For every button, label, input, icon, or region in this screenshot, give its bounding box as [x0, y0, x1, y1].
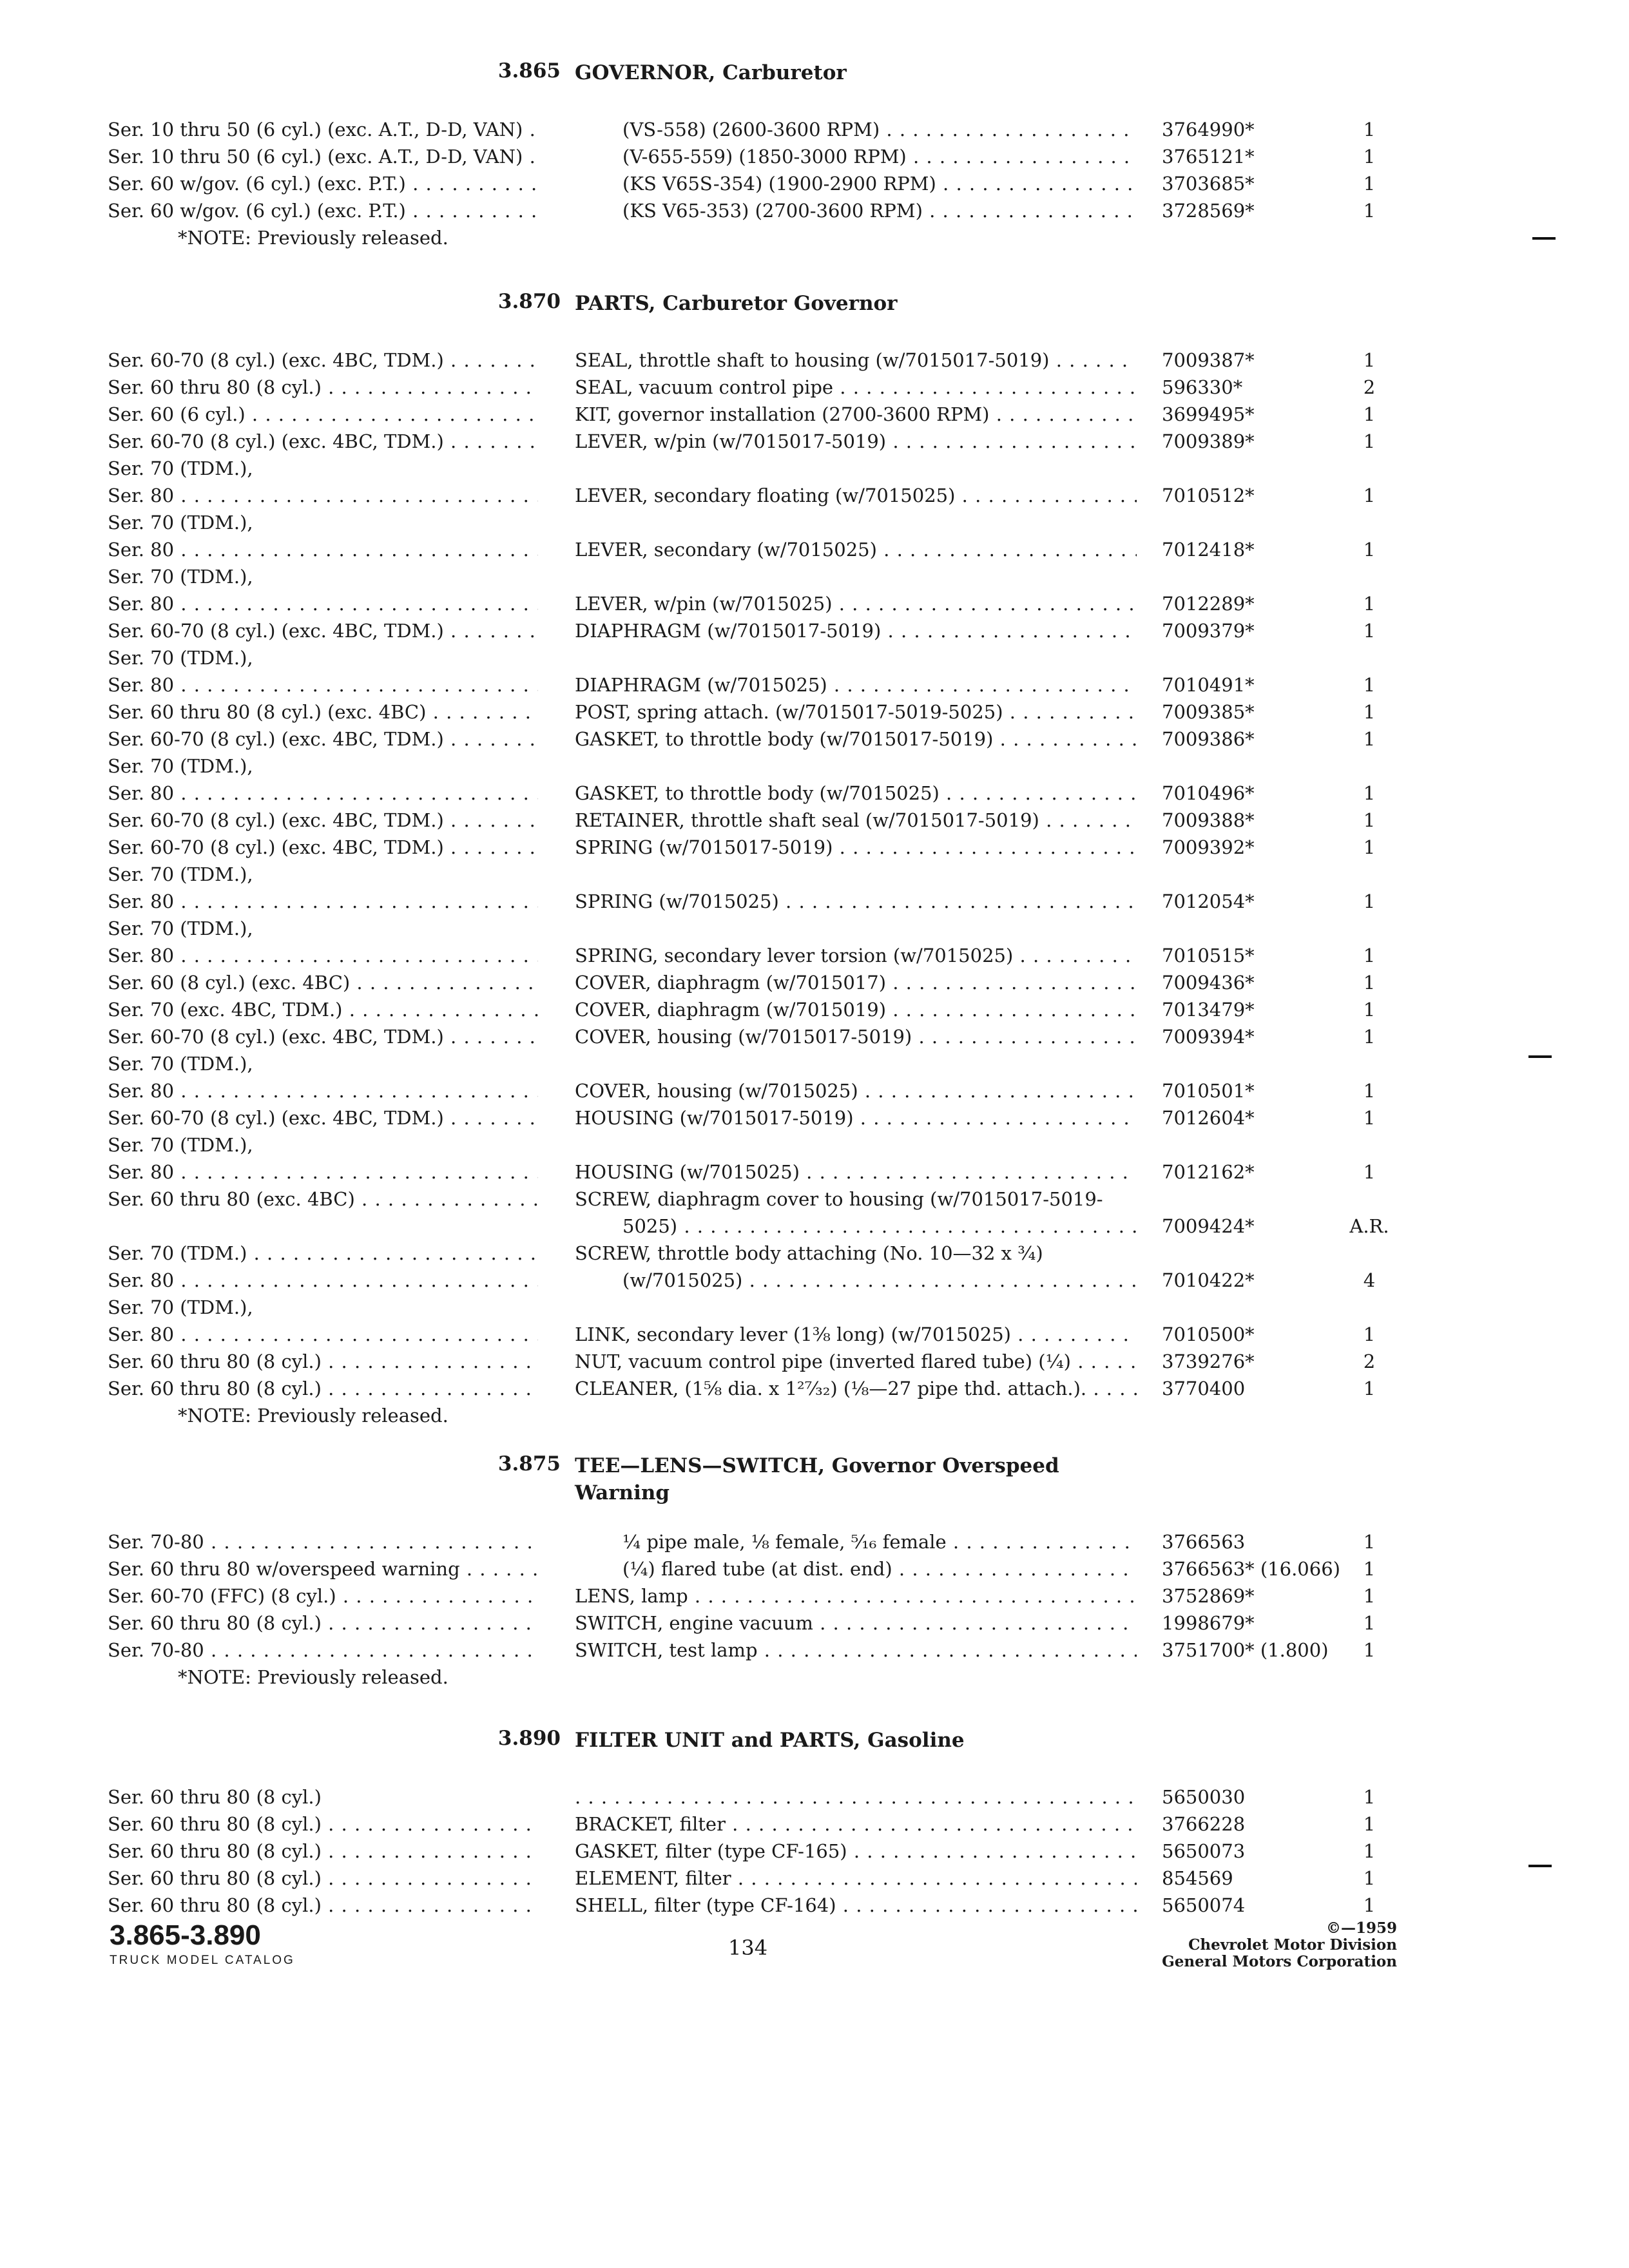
page-range: 3.865-3.890: [110, 1919, 261, 1951]
table-row: [0, 1321, 1629, 1348]
description-cell: POST, spring attach. (w/7015017-5019-5025) . . .: [575, 698, 1137, 726]
quantity-cell: 1: [1363, 146, 1376, 168]
table-row: [0, 780, 1629, 807]
description-cell: [575, 1783, 1137, 1811]
application-cell: Ser. 60 thru 80 (8 cyl.) . . .: [108, 1348, 538, 1375]
table-row: [0, 1865, 1629, 1892]
table-row: [0, 1267, 1629, 1294]
footer-right: [1063, 1920, 1397, 1970]
part-number-cell: 7009386*: [1162, 728, 1255, 750]
description-cell: LINK, secondary lever (1⅜ long) (w/7015025) . . .: [575, 1321, 1137, 1348]
application-cell: Ser. 70 (TDM.),: [108, 1053, 253, 1075]
description-cell: SCREW, throttle body attaching (No. 10—32 x ¾): [575, 1242, 1043, 1264]
quantity-cell: 1: [1363, 1612, 1376, 1634]
description-cell: COVER, diaphragm (w/7015017) . . .: [575, 969, 1137, 996]
section-governor-carburetor: [0, 59, 1629, 251]
application-cell: Ser. 70 (TDM.) . . .: [108, 1240, 538, 1267]
table-row: [0, 1838, 1629, 1865]
application-cell: Ser. 10 thru 50 (6 cyl.) (exc. A.T., D-D, VAN) . . .: [108, 143, 538, 170]
application-cell: Ser. 60-70 (8 cyl.) (exc. 4BC, TDM.) . . .: [108, 428, 538, 455]
quantity-cell: 1: [1363, 972, 1376, 994]
description-cell: SPRING (w/7015025) . . .: [575, 888, 1137, 915]
application-cell: Ser. 60 thru 80 w/overspeed warning . . .: [108, 1555, 538, 1582]
description-cell: DIAPHRAGM (w/7015025) . . .: [575, 671, 1137, 698]
table-row: [0, 1375, 1629, 1402]
application-cell: Ser. 70 (TDM.),: [108, 647, 253, 669]
table-row: [0, 1240, 1629, 1267]
part-number-cell: 7009392*: [1162, 836, 1255, 858]
description-cell: LENS, lamp . . .: [575, 1582, 1137, 1610]
description-cell: SHELL, filter (type CF-164) . . .: [575, 1892, 1137, 1919]
section-gasoline-filter: [0, 1727, 1629, 1919]
application-cell: Ser. 70 (TDM.),: [108, 1134, 253, 1156]
quantity-cell: 1: [1363, 1378, 1376, 1399]
parts-list: [0, 1528, 1629, 1664]
table-row: [0, 197, 1629, 224]
quantity-cell: 1: [1363, 200, 1376, 222]
table-row: [0, 1637, 1629, 1664]
application-cell: Ser. 80 . . .: [108, 1321, 538, 1348]
table-row: [0, 671, 1629, 698]
table-row: [0, 536, 1629, 563]
part-number-cell: 854569: [1162, 1867, 1233, 1889]
part-number-cell: 3728569*: [1162, 200, 1255, 222]
description-cell: HOUSING (w/7015025) . . .: [575, 1158, 1137, 1186]
description-cell: BRACKET, filter . . .: [575, 1811, 1137, 1838]
quantity-cell: 1: [1363, 1840, 1376, 1862]
application-cell: Ser. 60 thru 80 (8 cyl.) . . .: [108, 1610, 538, 1637]
quantity-cell: 1: [1363, 999, 1376, 1021]
section-title: GOVERNOR, Carburetor: [575, 61, 847, 84]
part-number-cell: 7009394*: [1162, 1026, 1255, 1048]
quantity-cell: 1: [1363, 945, 1376, 966]
quantity-cell: 1: [1363, 1080, 1376, 1102]
quantity-cell: 1: [1363, 1161, 1376, 1183]
application-cell: Ser. 80 . . .: [108, 780, 538, 807]
description-cell: SCREW, diaphragm cover to housing (w/7015017-5019-: [575, 1188, 1103, 1210]
description-cell: (KS V65-353) (2700-3600 RPM) . . .: [575, 197, 1137, 224]
quantity-cell: 1: [1363, 1558, 1376, 1580]
table-row: [0, 1783, 1629, 1811]
description-cell: SPRING, secondary lever torsion (w/7015025) . . .: [575, 942, 1137, 969]
table-row: [0, 1610, 1629, 1637]
part-number-cell: 7009387*: [1162, 349, 1255, 371]
description-cell: HOUSING (w/7015017-5019) . . .: [575, 1104, 1137, 1131]
application-cell: Ser. 70 (TDM.),: [108, 512, 253, 533]
part-number-cell: 7013479*: [1162, 999, 1255, 1021]
part-number-cell: 7009424*: [1162, 1215, 1255, 1237]
section-title: PARTS, Carburetor Governor: [575, 292, 898, 315]
part-number-cell: 3703685*: [1162, 173, 1255, 195]
part-number-cell: 7012162*: [1162, 1161, 1255, 1183]
quantity-cell: 1: [1363, 1894, 1376, 1916]
application-cell: Ser. 60 w/gov. (6 cyl.) (exc. P.T.) . . .: [108, 170, 538, 197]
table-row: [0, 1892, 1629, 1919]
page-number: 134: [728, 1936, 768, 1960]
description-cell: COVER, diaphragm (w/7015019) . . .: [575, 996, 1137, 1023]
section-overspeed-warning: [0, 1452, 1629, 1691]
table-row: [0, 1348, 1629, 1375]
note-text: *NOTE: Previously released.: [178, 1666, 448, 1688]
quantity-cell: 1: [1363, 485, 1376, 506]
application-cell: Ser. 60-70 (8 cyl.) (exc. 4BC, TDM.) . . .: [108, 347, 538, 374]
application-cell: Ser. 70 (TDM.),: [108, 918, 253, 939]
description-cell: (w/7015025) . . .: [575, 1267, 1137, 1294]
description-cell: DIAPHRAGM (w/7015017-5019) . . .: [575, 617, 1137, 644]
note-text: *NOTE: Previously released.: [178, 1405, 448, 1427]
part-number-cell: 3752869*: [1162, 1585, 1255, 1607]
table-row: [0, 888, 1629, 915]
section-heading: [0, 1727, 1629, 1783]
table-row: [0, 1131, 1629, 1158]
application-cell: Ser. 70 (TDM.),: [108, 755, 253, 777]
application-cell: Ser. 60 thru 80 (8 cyl.) (exc. 4BC) . . .: [108, 698, 538, 726]
part-number-cell: 7012054*: [1162, 890, 1255, 912]
section-carburetor-governor-parts: [0, 290, 1629, 1429]
part-number-cell: 5650073: [1162, 1840, 1246, 1862]
part-number-cell: 7009388*: [1162, 809, 1255, 831]
table-row: [0, 617, 1629, 644]
part-number-cell: 3751700* (1.800): [1162, 1639, 1329, 1661]
application-cell: Ser. 60 w/gov. (6 cyl.) (exc. P.T.) . . .: [108, 197, 538, 224]
description-cell: SWITCH, engine vacuum . . .: [575, 1610, 1137, 1637]
section-number: 3.875: [497, 1452, 561, 1475]
part-number-cell: 7012418*: [1162, 539, 1255, 561]
application-cell: Ser. 60 thru 80 (8 cyl.) . . .: [108, 374, 538, 401]
quantity-cell: 1: [1363, 1531, 1376, 1553]
margin-mark: [1528, 1865, 1552, 1867]
application-cell: Ser. 60-70 (8 cyl.) (exc. 4BC, TDM.) . . .: [108, 1104, 538, 1131]
part-number-cell: 3766563* (16.066): [1162, 1558, 1340, 1580]
application-cell: Ser. 80 . . .: [108, 590, 538, 617]
description-cell: (KS V65S-354) (1900-2900 RPM) . . .: [575, 170, 1137, 197]
copyright: ©—1959: [1325, 1919, 1397, 1937]
description-cell: SEAL, throttle shaft to housing (w/7015017-5019) . . .: [575, 347, 1137, 374]
application-cell: Ser. 60-70 (8 cyl.) (exc. 4BC, TDM.) . . .: [108, 807, 538, 834]
part-number-cell: 7010501*: [1162, 1080, 1255, 1102]
margin-mark: [1528, 1055, 1552, 1058]
quantity-cell: 1: [1363, 890, 1376, 912]
section-number: 3.870: [497, 290, 561, 313]
section-title: FILTER UNIT and PARTS, Gasoline: [575, 1729, 965, 1752]
application-cell: Ser. 80 . . .: [108, 671, 538, 698]
quantity-cell: 1: [1363, 1323, 1376, 1345]
description-cell: RETAINER, throttle shaft seal (w/7015017-5019) . . .: [575, 807, 1137, 834]
quantity-cell: 1: [1363, 593, 1376, 615]
part-number-cell: 7010515*: [1162, 945, 1255, 966]
quantity-cell: 4: [1363, 1269, 1376, 1291]
table-row: [0, 1186, 1629, 1213]
table-row: [0, 1104, 1629, 1131]
note-text: *NOTE: Previously released.: [178, 227, 448, 249]
table-row: [0, 1528, 1629, 1555]
quantity-cell: 1: [1363, 836, 1376, 858]
quantity-cell: 1: [1363, 539, 1376, 561]
publisher-corporation: General Motors Corporation: [1162, 1953, 1397, 1970]
application-cell: Ser. 60 thru 80 (8 cyl.): [108, 1786, 322, 1808]
description-cell: SEAL, vacuum control pipe . . .: [575, 374, 1137, 401]
quantity-cell: 1: [1363, 674, 1376, 696]
part-number-cell: 7010422*: [1162, 1269, 1255, 1291]
application-cell: Ser. 60-70 (8 cyl.) (exc. 4BC, TDM.) . . .: [108, 617, 538, 644]
description-cell: (¼) flared tube (at dist. end) . . .: [575, 1555, 1137, 1582]
footer-left: [110, 1919, 295, 1969]
part-number-cell: 7009379*: [1162, 620, 1255, 642]
table-row: [0, 996, 1629, 1023]
application-cell: Ser. 60 (8 cyl.) (exc. 4BC) . . .: [108, 969, 538, 996]
application-cell: Ser. 70 (exc. 4BC, TDM.) . . .: [108, 996, 538, 1023]
table-row: [0, 1811, 1629, 1838]
application-cell: Ser. 60-70 (8 cyl.) (exc. 4BC, TDM.) . . .: [108, 1023, 538, 1050]
application-cell: Ser. 80 . . .: [108, 1158, 538, 1186]
quantity-cell: 1: [1363, 1107, 1376, 1129]
table-row: [0, 347, 1629, 374]
table-row: [0, 915, 1629, 942]
section-title: TEE—LENS—SWITCH, Governor Overspeed Warning: [575, 1454, 1059, 1504]
quantity-cell: 1: [1363, 809, 1376, 831]
description-cell: CLEANER, (1⅝ dia. x 1²⁷⁄₃₂) (⅛—27 pipe thd. attach.). . . .: [575, 1375, 1137, 1402]
description-cell: SWITCH, test lamp . . .: [575, 1637, 1137, 1664]
part-number-cell: 7009436*: [1162, 972, 1255, 994]
table-row: [0, 482, 1629, 509]
section-heading: [0, 290, 1629, 347]
description-cell: COVER, housing (w/7015025) . . .: [575, 1077, 1137, 1104]
application-cell: Ser. 70 (TDM.),: [108, 566, 253, 588]
table-row: [0, 969, 1629, 996]
table-row: [0, 698, 1629, 726]
table-row: [0, 834, 1629, 861]
part-number-cell: 5650030: [1162, 1786, 1246, 1808]
part-number-cell: 7010496*: [1162, 782, 1255, 804]
table-row: [0, 1023, 1629, 1050]
part-number-cell: 7010512*: [1162, 485, 1255, 506]
part-number-cell: 7009389*: [1162, 430, 1255, 452]
quantity-cell: 1: [1363, 1813, 1376, 1835]
application-cell: Ser. 80 . . .: [108, 482, 538, 509]
quantity-cell: 1: [1363, 1026, 1376, 1048]
catalog-name: TRUCK MODEL CATALOG: [110, 1954, 295, 1967]
description-cell: NUT, vacuum control pipe (inverted flared tube) (¼) . . .: [575, 1348, 1137, 1375]
part-number-cell: 7010500*: [1162, 1323, 1255, 1345]
part-number-cell: 596330*: [1162, 376, 1243, 398]
application-cell: Ser. 70 (TDM.),: [108, 863, 253, 885]
part-number-cell: 7010491*: [1162, 674, 1255, 696]
quantity-cell: A.R.: [1349, 1215, 1389, 1237]
part-number-cell: 3764990*: [1162, 119, 1255, 140]
description-cell: SPRING (w/7015017-5019) . . .: [575, 834, 1137, 861]
application-cell: Ser. 60 thru 80 (8 cyl.) . . .: [108, 1865, 538, 1892]
application-cell: Ser. 70-80 . . .: [108, 1637, 538, 1664]
part-number-cell: 3699495*: [1162, 403, 1255, 425]
section-heading: [0, 1452, 1629, 1528]
application-cell: Ser. 80 . . .: [108, 536, 538, 563]
application-cell: Ser. 60-70 (8 cyl.) (exc. 4BC, TDM.) . . .: [108, 726, 538, 753]
quantity-cell: 1: [1363, 403, 1376, 425]
quantity-cell: 1: [1363, 119, 1376, 140]
table-row: [0, 1213, 1629, 1240]
description-cell: 5025) . . .: [575, 1213, 1137, 1240]
application-cell: Ser. 80 . . .: [108, 1267, 538, 1294]
description-cell: GASKET, to throttle body (w/7015017-5019) . . .: [575, 726, 1137, 753]
section-number: 3.890: [497, 1727, 561, 1750]
part-number-cell: 7012604*: [1162, 1107, 1255, 1129]
table-row: [0, 170, 1629, 197]
quantity-cell: 1: [1363, 349, 1376, 371]
table-row: [0, 1555, 1629, 1582]
application-cell: Ser. 80 . . .: [108, 888, 538, 915]
application-cell: Ser. 60 thru 80 (8 cyl.) . . .: [108, 1811, 538, 1838]
table-row: [0, 509, 1629, 536]
table-row: [0, 1582, 1629, 1610]
part-number-cell: 3766228: [1162, 1813, 1246, 1835]
application-cell: Ser. 70 (TDM.),: [108, 457, 253, 479]
application-cell: Ser. 60 thru 80 (8 cyl.) . . .: [108, 1375, 538, 1402]
table-row: [0, 116, 1629, 143]
table-row: [0, 563, 1629, 590]
application-cell: Ser. 80 . . .: [108, 1077, 538, 1104]
publisher-division: Chevrolet Motor Division: [1188, 1936, 1397, 1954]
description-cell: LEVER, secondary (w/7015025) . . .: [575, 536, 1137, 563]
table-row: [0, 1050, 1629, 1077]
description-cell: COVER, housing (w/7015017-5019) . . .: [575, 1023, 1137, 1050]
quantity-cell: 2: [1363, 376, 1376, 398]
description-cell: (V-655-559) (1850-3000 RPM) . . .: [575, 143, 1137, 170]
application-cell: Ser. 60 thru 80 (8 cyl.) . . .: [108, 1892, 538, 1919]
application-cell: Ser. 80 . . .: [108, 942, 538, 969]
description-cell: ELEMENT, filter . . .: [575, 1865, 1137, 1892]
margin-mark: [1532, 237, 1556, 240]
section-number: 3.865: [497, 59, 561, 82]
description-cell: ¼ pipe male, ⅛ female, ⁵⁄₁₆ female . . .: [575, 1528, 1137, 1555]
table-row: [0, 590, 1629, 617]
parts-list: [0, 116, 1629, 224]
quantity-cell: 1: [1363, 782, 1376, 804]
quantity-cell: 1: [1363, 1786, 1376, 1808]
section-heading: [0, 59, 1629, 116]
quantity-cell: 1: [1363, 728, 1376, 750]
application-cell: Ser. 70 (TDM.),: [108, 1296, 253, 1318]
quantity-cell: 1: [1363, 1867, 1376, 1889]
table-row: [0, 942, 1629, 969]
application-cell: Ser. 60 thru 80 (8 cyl.) . . .: [108, 1838, 538, 1865]
table-row: [0, 401, 1629, 428]
table-row: [0, 861, 1629, 888]
description-cell: GASKET, to throttle body (w/7015025) . . .: [575, 780, 1137, 807]
table-row: [0, 644, 1629, 671]
part-number-cell: 7012289*: [1162, 593, 1255, 615]
description-cell: LEVER, w/pin (w/7015017-5019) . . .: [575, 428, 1137, 455]
table-row: [0, 143, 1629, 170]
application-cell: Ser. 70-80 . . .: [108, 1528, 538, 1555]
description-cell: KIT, governor installation (2700-3600 RPM) . . .: [575, 401, 1137, 428]
application-cell: Ser. 10 thru 50 (6 cyl.) (exc. A.T., D-D, VAN) . . .: [108, 116, 538, 143]
part-number-cell: 1998679*: [1162, 1612, 1255, 1634]
part-number-cell: 7009385*: [1162, 701, 1255, 723]
application-cell: Ser. 60 (6 cyl.) . . .: [108, 401, 538, 428]
quantity-cell: 1: [1363, 1585, 1376, 1607]
quantity-cell: 1: [1363, 620, 1376, 642]
quantity-cell: 1: [1363, 173, 1376, 195]
part-number-cell: 3766563: [1162, 1531, 1246, 1553]
table-row: [0, 726, 1629, 753]
quantity-cell: 1: [1363, 430, 1376, 452]
part-number-cell: 5650074: [1162, 1894, 1246, 1916]
quantity-cell: 1: [1363, 701, 1376, 723]
application-cell: Ser. 60-70 (8 cyl.) (exc. 4BC, TDM.) . . .: [108, 834, 538, 861]
table-row: [0, 807, 1629, 834]
quantity-cell: 2: [1363, 1350, 1376, 1372]
part-number-cell: 3765121*: [1162, 146, 1255, 168]
description-cell: LEVER, secondary floating (w/7015025) . . .: [575, 482, 1137, 509]
part-number-cell: 3739276*: [1162, 1350, 1255, 1372]
description-cell: GASKET, filter (type CF-165) . . .: [575, 1838, 1137, 1865]
table-row: [0, 1294, 1629, 1321]
table-row: [0, 428, 1629, 455]
description-cell: (VS-558) (2600-3600 RPM) . . .: [575, 116, 1137, 143]
table-row: [0, 455, 1629, 482]
parts-list: [0, 1783, 1629, 1919]
description-cell: LEVER, w/pin (w/7015025) . . .: [575, 590, 1137, 617]
application-cell: Ser. 60 thru 80 (exc. 4BC) . . .: [108, 1186, 538, 1213]
table-row: [0, 753, 1629, 780]
table-row: [0, 1077, 1629, 1104]
parts-list: [0, 347, 1629, 1402]
table-row: [0, 374, 1629, 401]
quantity-cell: 1: [1363, 1639, 1376, 1661]
application-cell: Ser. 60-70 (FFC) (8 cyl.) . . .: [108, 1582, 538, 1610]
part-number-cell: 3770400: [1162, 1378, 1246, 1399]
table-row: [0, 1158, 1629, 1186]
